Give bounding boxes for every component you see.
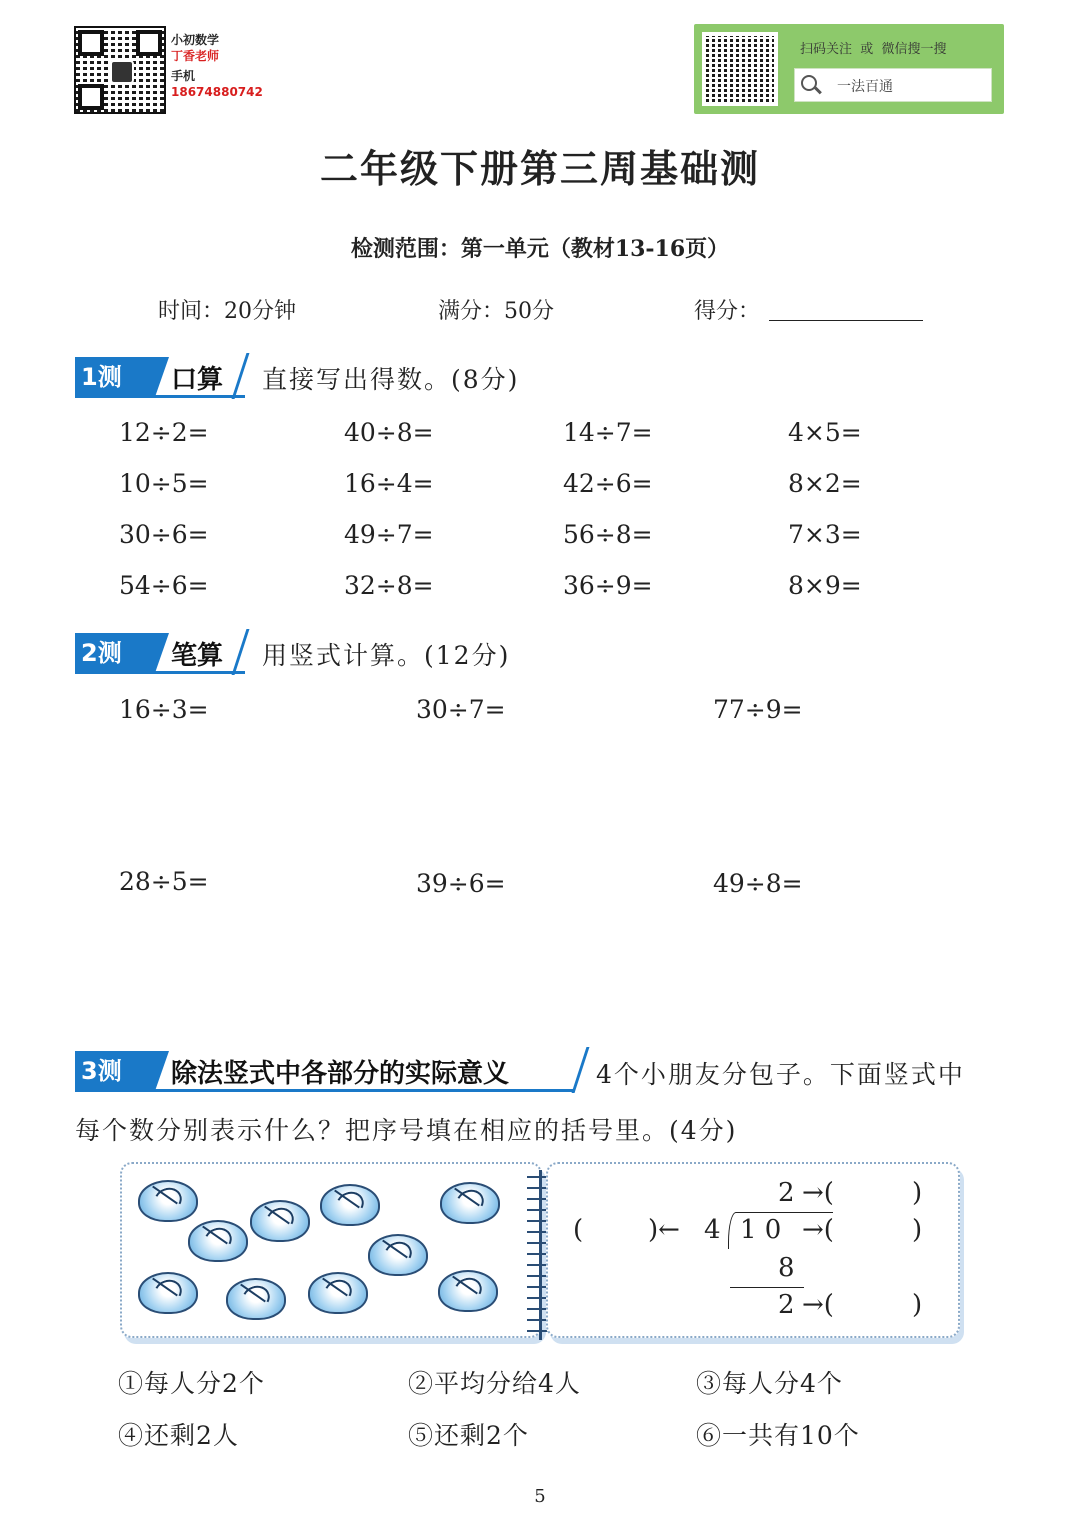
quotient-blank-open: →( xyxy=(802,1178,834,1208)
written-division-problem: 30÷7= xyxy=(416,695,506,724)
remainder-blank-close: ) xyxy=(912,1290,923,1320)
bun-icon xyxy=(138,1180,198,1222)
bun-icon xyxy=(226,1278,286,1320)
section3-instruction-line1: 4个小朋友分包子。下面竖式中 xyxy=(596,1060,965,1089)
time-limit: 时间：20分钟 xyxy=(158,299,296,324)
section1-name: 口算 xyxy=(171,365,224,395)
subtraction-line xyxy=(730,1287,804,1288)
section3-badge: 3测 xyxy=(75,1051,155,1091)
mental-math-problem: 30÷6= xyxy=(119,520,209,549)
remainder: 2 xyxy=(778,1290,795,1320)
contact-phone-label: 手机 xyxy=(171,69,196,83)
quotient-blank-close: ) xyxy=(912,1178,923,1208)
score-label: 得分： xyxy=(694,299,761,324)
mental-math-problem: 12÷2= xyxy=(119,418,209,447)
section1-header xyxy=(75,357,255,397)
remainder-blank-open: →( xyxy=(802,1290,834,1320)
section2-header xyxy=(75,633,255,673)
option-5: ⑤还剩2个 xyxy=(408,1421,529,1450)
divisor-blank-open: ( xyxy=(573,1215,584,1245)
search-icon xyxy=(801,75,817,91)
dividend-blank-open: →( xyxy=(802,1215,834,1245)
written-division-problem: 77÷9= xyxy=(713,695,803,724)
bun-icon xyxy=(308,1272,368,1314)
bun-icon xyxy=(250,1200,310,1242)
option-6: ⑥一共有10个 xyxy=(696,1421,860,1450)
option-2: ②平均分给4人 xyxy=(408,1369,581,1398)
full-score: 满分：50分 xyxy=(438,299,554,324)
written-division-problem: 16÷3= xyxy=(119,695,209,724)
section3-name: 除法竖式中各部分的实际意义 xyxy=(171,1059,510,1089)
mental-math-problem: 54÷6= xyxy=(119,571,209,600)
bun-icon xyxy=(440,1182,500,1224)
mental-math-problem: 7×3= xyxy=(788,520,862,549)
dividend: 1 0 xyxy=(740,1215,782,1245)
mental-math-problem: 8×2= xyxy=(788,469,862,498)
mental-math-problem: 14÷7= xyxy=(563,418,653,447)
bun-icon xyxy=(320,1184,380,1226)
section3-instruction-line2: 每个数分别表示什么？把序号填在相应的括号里。(4分) xyxy=(75,1116,738,1145)
contact-info xyxy=(171,32,263,100)
test-scope: 检测范围：第一单元（教材13-16页） xyxy=(350,236,730,262)
section3-header xyxy=(75,1051,585,1091)
section2-name: 笔算 xyxy=(171,641,224,671)
mental-math-problem: 10÷5= xyxy=(119,469,209,498)
wechat-qr-code xyxy=(702,32,778,106)
option-4: ④还剩2人 xyxy=(118,1421,239,1450)
divisor-blank-arrow: )← xyxy=(648,1215,680,1245)
mental-math-problem: 16÷4= xyxy=(344,469,434,498)
mental-math-problem: 8×9= xyxy=(788,571,862,600)
section1-badge: 1测 xyxy=(75,357,155,397)
mental-math-problem: 40÷8= xyxy=(344,418,434,447)
dividend-blank-close: ) xyxy=(912,1215,923,1245)
divisor: 4 xyxy=(704,1215,721,1245)
buns-illustration xyxy=(120,1162,542,1338)
written-division-problem: 28÷5= xyxy=(119,867,209,896)
mental-math-problem: 42÷6= xyxy=(563,469,653,498)
bun-icon xyxy=(438,1270,498,1312)
section2-badge: 2测 xyxy=(75,633,155,673)
contact-line1: 小初数学 xyxy=(171,33,220,47)
mental-math-problem: 4×5= xyxy=(788,418,862,447)
quotient: 2 xyxy=(778,1178,795,1208)
page-number: 5 xyxy=(534,1486,546,1507)
mental-math-problem: 49÷7= xyxy=(344,520,434,549)
search-box xyxy=(794,68,992,102)
contact-qr-code xyxy=(74,26,166,114)
section1-instruction: 直接写出得数。(8分) xyxy=(262,365,520,394)
score-blank xyxy=(769,320,923,321)
contact-phone: 18674880742 xyxy=(171,85,263,99)
product: 8 xyxy=(778,1253,795,1283)
bun-icon xyxy=(368,1234,428,1276)
contact-teacher: 丁香老师 xyxy=(171,49,220,63)
option-3: ③每人分4个 xyxy=(696,1369,843,1398)
option-1: ①每人分2个 xyxy=(118,1369,265,1398)
wechat-search-card xyxy=(694,24,1004,114)
written-division-problem: 49÷8= xyxy=(713,869,803,898)
mental-math-problem: 32÷8= xyxy=(344,571,434,600)
bun-icon xyxy=(138,1272,198,1314)
page-title: 二年级下册第三周基础测 xyxy=(319,146,760,191)
mental-math-problem: 56÷8= xyxy=(563,520,653,549)
division-panel xyxy=(546,1162,960,1338)
search-query: 一法百通 xyxy=(837,79,893,95)
bun-icon xyxy=(188,1220,248,1262)
section2-instruction: 用竖式计算。(12分) xyxy=(262,641,511,670)
search-hint: 扫码关注 或 微信搜一搜 xyxy=(800,42,947,57)
written-division-problem: 39÷6= xyxy=(416,869,506,898)
mental-math-problem: 36÷9= xyxy=(563,571,653,600)
